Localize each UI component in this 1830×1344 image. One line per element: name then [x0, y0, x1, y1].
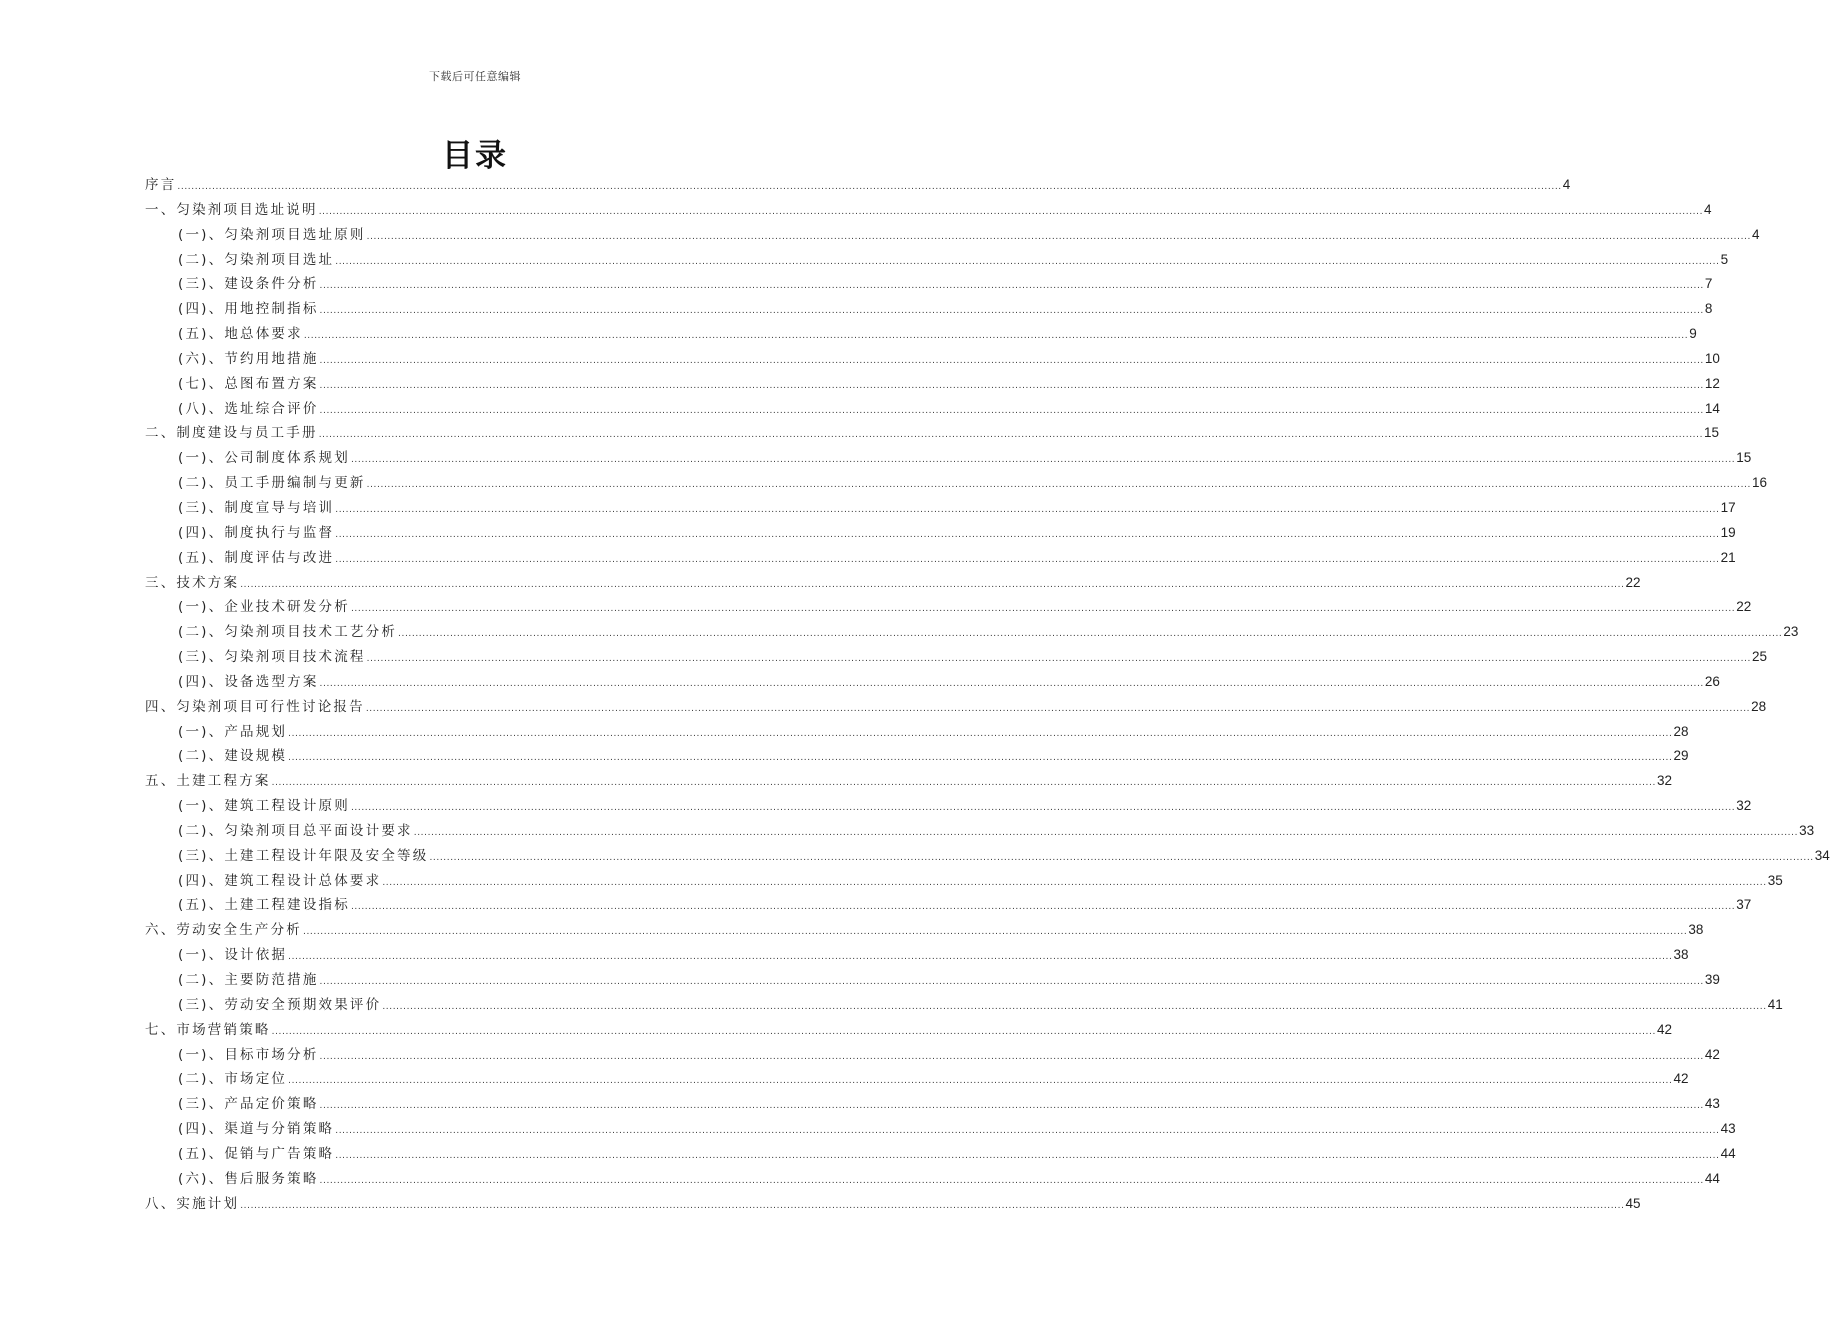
toc-entry-page: 42 [1673, 1071, 1689, 1087]
toc-entry-page: 39 [1704, 972, 1720, 987]
toc-dot-leader: ................................................................................................................................................................................................................................................................................................................................................................................................................ [335, 504, 1720, 515]
toc-entry[interactable] [145, 446, 1752, 471]
toc-entry-page: 25 [1751, 649, 1768, 665]
toc-entry[interactable] [145, 893, 1752, 918]
toc-entry-label: 七、市场营销策略 [145, 1021, 271, 1038]
toc-entry[interactable] [145, 918, 1704, 943]
toc-dot-leader: ................................................................................................................................................................................................................................................................................................................................................................................................................ [288, 753, 1673, 764]
toc-entry-label: (二)、匀染剂项目技术工艺分析 [178, 624, 398, 641]
toc-entry[interactable] [145, 397, 1720, 422]
toc-entry-page: 9 [1689, 326, 1697, 342]
toc-entry-page: 16 [1751, 475, 1768, 491]
toc-dot-leader: ................................................................................................................................................................................................................................................................................................................................................................................................................ [366, 480, 1751, 491]
toc-entry[interactable] [145, 173, 1571, 198]
toc-entry[interactable] [145, 272, 1713, 297]
toc-entry-page: 14 [1704, 400, 1720, 416]
toc-entry-page: 42 [1704, 1046, 1720, 1062]
toc-entry-label: (五)、地总体要求 [178, 326, 303, 343]
toc-entry-label: (四)、建筑工程设计总体要求 [178, 872, 382, 889]
table-of-contents [145, 173, 1830, 1216]
toc-entry-label: (六)、售后服务策略 [178, 1170, 319, 1187]
toc-entry-page: 43 [1704, 1096, 1720, 1112]
toc-dot-leader: ................................................................................................................................................................................................................................................................................................................................................................................................................ [382, 877, 1767, 888]
toc-entry-page: 17 [1720, 499, 1736, 515]
toc-entry-label: (一)、产品规划 [178, 723, 288, 740]
toc-entry-label: (五)、土建工程建设指标 [178, 897, 350, 914]
toc-entry-label: 二、制度建设与员工手册 [145, 425, 318, 442]
toc-entry-page: 19 [1720, 524, 1736, 540]
toc-dot-leader: ................................................................................................................................................................................................................................................................................................................................................................................................................ [319, 380, 1704, 391]
toc-dot-leader: ................................................................................................................................................................................................................................................................................................................................................................................................................ [319, 977, 1704, 987]
toc-entry[interactable] [145, 769, 1672, 794]
toc-dot-leader: ................................................................................................................................................................................................................................................................................................................................................................................................................ [398, 629, 1783, 640]
toc-dot-leader: ................................................................................................................................................................................................................................................................................................................................................................................................................ [240, 1200, 1625, 1211]
toc-entry[interactable] [145, 1092, 1720, 1117]
toc-dot-leader: ................................................................................................................................................................................................................................................................................................................................................................................................................ [366, 231, 1751, 242]
toc-entry-label: 五、土建工程方案 [145, 773, 271, 790]
toc-entry-label: (二)、匀染剂项目总平面设计要求 [178, 822, 413, 839]
toc-entry[interactable] [145, 943, 1689, 968]
toc-dot-leader: ................................................................................................................................................................................................................................................................................................................................................................................................................ [288, 728, 1673, 739]
toc-entry-label: 四、匀染剂项目可行性讨论报告 [145, 698, 365, 715]
toc-entry-page: 41 [1767, 996, 1783, 1012]
toc-entry[interactable] [145, 571, 1641, 596]
toc-entry-page: 7 [1704, 276, 1713, 292]
toc-entry-label: (四)、制度执行与监督 [178, 524, 335, 541]
toc-entry-page: 32 [1736, 798, 1752, 814]
toc-entry[interactable] [145, 720, 1689, 745]
toc-dot-leader: ................................................................................................................................................................................................................................................................................................................................................................................................................ [271, 1026, 1656, 1037]
toc-entry-page: 33 [1799, 822, 1815, 838]
toc-dot-leader: ................................................................................................................................................................................................................................................................................................................................................................................................................ [303, 927, 1688, 938]
toc-entry-label: (三)、劳动安全预期效果评价 [178, 996, 382, 1013]
toc-entry-label: (四)、设备选型方案 [178, 673, 319, 690]
toc-dot-leader: ................................................................................................................................................................................................................................................................................................................................................................................................................ [319, 678, 1704, 689]
toc-entry-page: 37 [1736, 897, 1752, 913]
toc-entry-page: 4 [1704, 201, 1712, 217]
toc-entry-page: 44 [1704, 1170, 1720, 1186]
toc-entry-page: 12 [1704, 375, 1720, 391]
toc-dot-leader: ................................................................................................................................................................................................................................................................................................................................................................................................................ [319, 1175, 1704, 1186]
toc-dot-leader: ................................................................................................................................................................................................................................................................................................................................................................................................................ [365, 703, 1751, 714]
toc-entry-page: 32 [1656, 773, 1672, 789]
toc-dot-leader: ................................................................................................................................................................................................................................................................................................................................................................................................................ [319, 405, 1704, 416]
toc-entry-page: 23 [1783, 624, 1799, 640]
toc-dot-leader: ................................................................................................................................................................................................................................................................................................................................................................................................................ [319, 281, 1704, 292]
toc-entry-label: (二)、主要防范措施 [178, 972, 319, 988]
toc-entry[interactable] [145, 1167, 1720, 1192]
toc-entry[interactable] [145, 496, 1736, 521]
toc-dot-leader: ................................................................................................................................................................................................................................................................................................................................................................................................................ [318, 206, 1704, 217]
toc-dot-leader: ................................................................................................................................................................................................................................................................................................................................................................................................................ [335, 1150, 1720, 1161]
toc-entry-label: 序言 [145, 177, 177, 193]
toc-entry[interactable] [145, 223, 1760, 248]
toc-dot-leader: ................................................................................................................................................................................................................................................................................................................................................................................................................ [318, 430, 1704, 441]
toc-entry[interactable] [145, 521, 1736, 546]
toc-entry-label: (一)、匀染剂项目选址原则 [178, 226, 366, 243]
toc-entry[interactable] [145, 1043, 1720, 1068]
toc-entry-page: 4 [1751, 226, 1760, 242]
toc-entry-page: 42 [1656, 1021, 1672, 1037]
page-title: 目录 [442, 138, 508, 174]
toc-entry[interactable] [145, 744, 1689, 769]
toc-dot-leader: ................................................................................................................................................................................................................................................................................................................................................................................................................ [303, 331, 1689, 342]
toc-entry[interactable] [145, 347, 1720, 372]
toc-entry[interactable] [145, 993, 1783, 1018]
toc-entry-label: 六、劳动安全生产分析 [145, 922, 302, 939]
toc-entry-page: 21 [1720, 549, 1736, 565]
toc-dot-leader: ................................................................................................................................................................................................................................................................................................................................................................................................................ [429, 852, 1814, 863]
toc-dot-leader: ................................................................................................................................................................................................................................................................................................................................................................................................................ [335, 256, 1720, 267]
toc-entry-label: (三)、建设条件分析 [178, 276, 319, 293]
toc-entry-label: (四)、用地控制指标 [178, 301, 319, 318]
toc-entry[interactable] [145, 695, 1767, 720]
toc-entry-label: (二)、建设规模 [178, 748, 288, 765]
toc-dot-leader: ................................................................................................................................................................................................................................................................................................................................................................................................................ [350, 902, 1736, 913]
toc-entry-page: 45 [1625, 1195, 1641, 1211]
toc-dot-leader: ................................................................................................................................................................................................................................................................................................................................................................................................................ [240, 579, 1625, 590]
toc-entry[interactable] [145, 1117, 1736, 1142]
toc-dot-leader: ................................................................................................................................................................................................................................................................................................................................................................................................................ [271, 778, 1656, 789]
toc-entry[interactable] [145, 546, 1736, 571]
toc-dot-leader: ................................................................................................................................................................................................................................................................................................................................................................................................................ [335, 554, 1720, 565]
toc-entry-label: (一)、公司制度体系规划 [178, 450, 350, 467]
toc-entry[interactable] [145, 322, 1697, 347]
toc-entry-page: 43 [1720, 1121, 1736, 1137]
toc-entry-label: (一)、企业技术研发分析 [178, 599, 350, 616]
toc-entry-label: (三)、制度宣导与培训 [178, 499, 335, 516]
toc-entry-page: 34 [1814, 847, 1830, 863]
toc-entry[interactable] [145, 620, 1799, 645]
toc-dot-leader: ................................................................................................................................................................................................................................................................................................................................................................................................................ [319, 1051, 1704, 1062]
toc-entry[interactable] [145, 645, 1768, 670]
toc-entry-label: (八)、选址综合评价 [178, 400, 319, 417]
toc-entry[interactable] [145, 248, 1729, 273]
toc-dot-leader: ................................................................................................................................................................................................................................................................................................................................................................................................................ [288, 1076, 1673, 1087]
toc-dot-leader: ................................................................................................................................................................................................................................................................................................................................................................................................................ [335, 529, 1720, 540]
toc-dot-leader: ................................................................................................................................................................................................................................................................................................................................................................................................................ [350, 455, 1736, 466]
toc-entry[interactable] [145, 1067, 1689, 1092]
toc-entry[interactable] [145, 670, 1720, 695]
toc-entry[interactable] [145, 844, 1830, 869]
toc-entry-page: 10 [1704, 350, 1720, 366]
toc-entry-label: 三、技术方案 [145, 574, 240, 591]
toc-dot-leader: ................................................................................................................................................................................................................................................................................................................................................................................................................ [288, 952, 1673, 963]
toc-dot-leader: ................................................................................................................................................................................................................................................................................................................................................................................................................ [382, 1001, 1767, 1012]
toc-entry-label: (一)、设计依据 [178, 947, 288, 964]
toc-entry-label: (一)、建筑工程设计原则 [178, 798, 350, 815]
toc-entry-label: (七)、总图布置方案 [178, 375, 319, 392]
toc-entry-label: (三)、匀染剂项目技术流程 [178, 649, 366, 666]
toc-entry-label: (五)、制度评估与改进 [178, 549, 335, 566]
toc-entry-page: 8 [1704, 301, 1713, 317]
toc-entry[interactable] [145, 869, 1783, 894]
toc-entry-label: (五)、促销与广告策略 [178, 1145, 335, 1162]
toc-entry-page: 15 [1736, 450, 1752, 466]
toc-entry[interactable] [145, 968, 1720, 993]
toc-dot-leader: ................................................................................................................................................................................................................................................................................................................................................................................................................ [350, 604, 1736, 615]
toc-entry-page: 35 [1767, 872, 1783, 888]
toc-entry[interactable] [145, 421, 1720, 446]
toc-entry-label: 八、实施计划 [145, 1195, 240, 1212]
toc-entry[interactable] [145, 198, 1712, 223]
toc-entry-label: (二)、匀染剂项目选址 [178, 251, 335, 268]
toc-entry[interactable] [145, 819, 1815, 844]
header-note: 下载后可任意编辑 [429, 70, 521, 83]
toc-dot-leader: ................................................................................................................................................................................................................................................................................................................................................................................................................ [319, 306, 1704, 317]
toc-entry-page: 38 [1673, 947, 1689, 963]
toc-entry-page: 28 [1673, 723, 1689, 739]
toc-entry-page: 5 [1720, 251, 1729, 267]
toc-entry-label: (二)、员工手册编制与更新 [178, 475, 366, 492]
toc-dot-leader: ................................................................................................................................................................................................................................................................................................................................................................................................................ [319, 355, 1704, 366]
toc-dot-leader: ................................................................................................................................................................................................................................................................................................................................................................................................................ [319, 1101, 1704, 1112]
toc-entry[interactable] [145, 471, 1768, 496]
toc-entry-label: (三)、产品定价策略 [178, 1096, 319, 1113]
toc-entry-page: 22 [1625, 574, 1641, 590]
toc-entry-page: 38 [1688, 922, 1704, 938]
toc-entry-label: (二)、市场定位 [178, 1071, 288, 1088]
toc-dot-leader: ................................................................................................................................................................................................................................................................................................................................................................................................................ [366, 654, 1751, 665]
toc-entry[interactable] [145, 794, 1752, 819]
toc-entry[interactable] [145, 297, 1713, 322]
toc-entry-page: 15 [1704, 425, 1720, 441]
toc-dot-leader: ................................................................................................................................................................................................................................................................................................................................................................................................................ [177, 182, 1562, 192]
toc-entry-label: (一)、目标市场分析 [178, 1046, 319, 1063]
toc-dot-leader: ................................................................................................................................................................................................................................................................................................................................................................................................................ [413, 827, 1799, 838]
toc-entry-page: 22 [1736, 599, 1752, 615]
toc-entry-label: (三)、土建工程设计年限及安全等级 [178, 847, 429, 864]
toc-entry[interactable] [145, 1142, 1736, 1167]
toc-dot-leader: ................................................................................................................................................................................................................................................................................................................................................................................................................ [335, 1126, 1720, 1137]
toc-entry[interactable] [145, 595, 1752, 620]
toc-entry-label: (四)、渠道与分销策略 [178, 1121, 335, 1138]
toc-entry-page: 4 [1562, 177, 1571, 192]
toc-dot-leader: ................................................................................................................................................................................................................................................................................................................................................................................................................ [350, 803, 1736, 814]
toc-entry-label: 一、匀染剂项目选址说明 [145, 201, 318, 218]
toc-entry-page: 44 [1720, 1145, 1736, 1161]
toc-entry-page: 26 [1704, 673, 1720, 689]
toc-entry[interactable] [145, 372, 1720, 397]
toc-entry[interactable] [145, 1018, 1672, 1043]
toc-entry-page: 29 [1673, 748, 1689, 764]
toc-entry-label: (六)、节约用地措施 [178, 350, 319, 367]
toc-entry[interactable] [145, 1192, 1641, 1217]
toc-entry-page: 28 [1751, 698, 1767, 714]
